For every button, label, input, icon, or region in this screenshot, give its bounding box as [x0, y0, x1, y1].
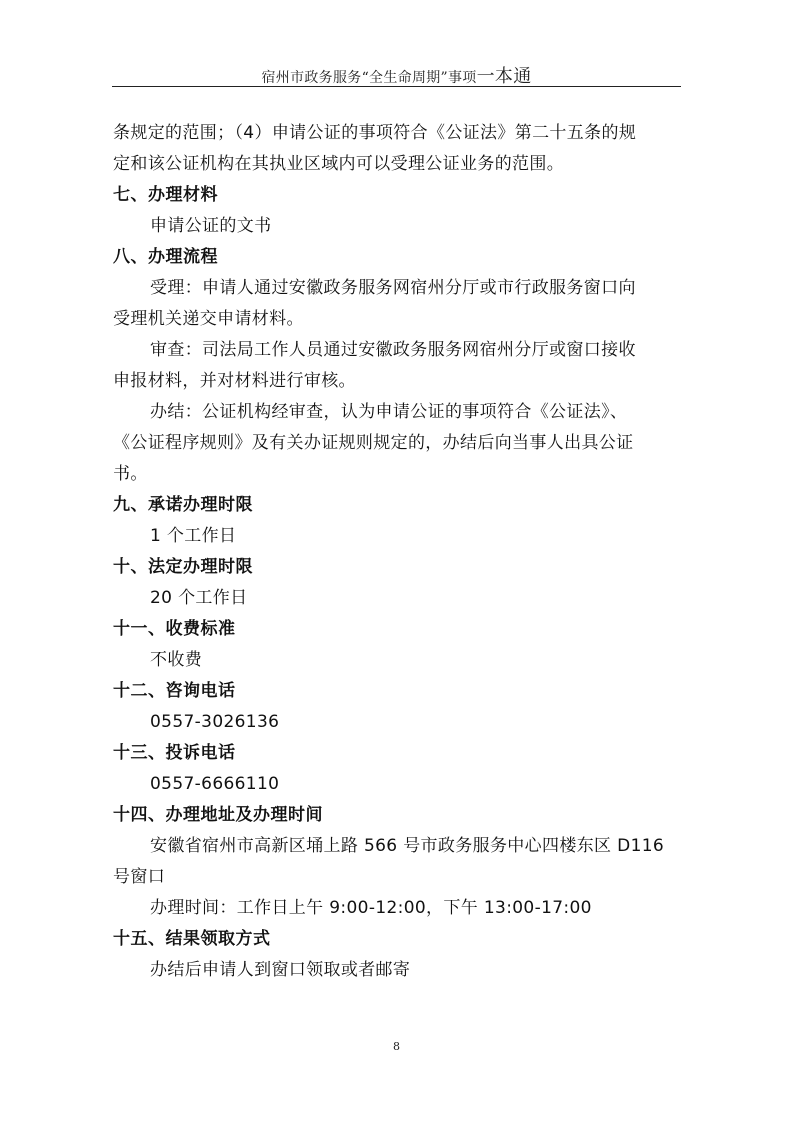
section-heading-address-hours: 十四、办理地址及办理时间	[113, 805, 323, 825]
continuation-line-2: 定和该公证机构在其执业区域内可以受理公证业务的范围。	[113, 154, 565, 174]
header-rule	[112, 86, 681, 87]
section-heading-consult-phone: 十二、咨询电话	[113, 681, 236, 701]
process-conclude-line-3: 书。	[113, 464, 148, 484]
section-heading-materials: 七、办理材料	[113, 185, 218, 205]
page-number: 8	[393, 1040, 400, 1053]
process-review-line-1: 审查：司法局工作人员通过安徽政务服务网宿州分厅或窗口接收	[150, 340, 636, 360]
legal-time-value: 20 个工作日	[150, 588, 248, 608]
document-body	[113, 118, 683, 986]
result-pickup-value: 办结后申请人到窗口领取或者邮寄	[150, 960, 411, 980]
section-heading-result-pickup: 十五、结果领取方式	[113, 929, 271, 949]
header-title: 宿州市政务服务“全生命周期”事项	[261, 70, 477, 86]
address-line-2: 号窗口	[113, 867, 166, 887]
section-heading-fees: 十一、收费标准	[113, 619, 236, 639]
address-line-1: 安徽省宿州市高新区埇上路 566 号市政务服务中心四楼东区 D116	[150, 836, 665, 856]
office-hours: 办理时间：工作日上午 9:00-12:00，下午 13:00-17:00	[150, 898, 592, 918]
section-heading-promised-time: 九、承诺办理时限	[113, 495, 253, 515]
section-heading-complaint-phone: 十三、投诉电话	[113, 743, 236, 763]
continuation-line-1: 条规定的范围；（4）申请公证的事项符合《公证法》第二十五条的规	[113, 123, 637, 143]
section-heading-process: 八、办理流程	[113, 247, 218, 267]
promised-time-value: 1 个工作日	[150, 526, 237, 546]
page-header	[0, 62, 793, 88]
process-conclude-line-2: 《公证程序规则》及有关办证规则规定的，办结后向当事人出具公证	[113, 433, 634, 453]
materials-text: 申请公证的文书	[150, 216, 272, 236]
header-title-tail: 一本通	[476, 66, 532, 87]
process-conclude-line-1: 办结：公证机构经审查，认为申请公证的事项符合《公证法》、	[150, 402, 628, 422]
complaint-phone-value: 0557-6666110	[150, 774, 280, 794]
process-accept-line-2: 受理机关递交申请材料。	[113, 309, 304, 329]
process-review-line-2: 申报材料，并对材料进行审核。	[113, 371, 356, 391]
fees-value: 不收费	[150, 650, 203, 670]
process-accept-line-1: 受理：申请人通过安徽政务服务网宿州分厅或市行政服务窗口向	[150, 278, 636, 298]
consult-phone-value: 0557-3026136	[150, 712, 280, 732]
section-heading-legal-time: 十、法定办理时限	[113, 557, 253, 577]
